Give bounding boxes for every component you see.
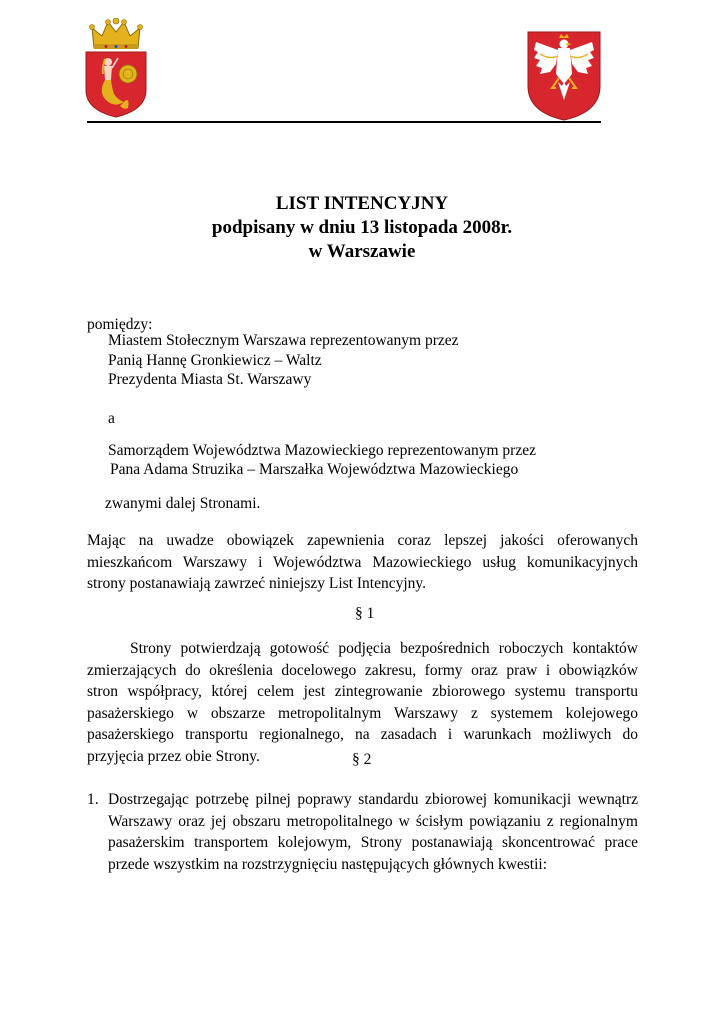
section-2-item-line: przede wszystkim na rozstrzygnięciu następujących głównych kwestii:: [108, 855, 548, 873]
document-subtitle-date: podpisany w dniu 13 listopada 2008r.: [211, 217, 513, 238]
section-2-heading: § 2: [352, 751, 372, 768]
preamble-line: strony postanawiają zawrzeć niniejszy List Intencyjny.: [87, 575, 427, 592]
section-1-line: Strony potwierdzają gotowość podjęcia bezpośrednich roboczych kontaktów: [130, 640, 638, 657]
section-2-item-line: Dostrzegając potrzebę pilnej poprawy standardu zbiorowej komunikacji wewnątrz: [108, 791, 638, 808]
section-2-item-1: [108, 789, 638, 875]
header-divider: [87, 121, 601, 123]
preamble-line: mieszkańcom Warszawy i Województwa Mazowieckiego usług komunikacyjnych: [87, 553, 638, 571]
section-1-paragraph: [87, 638, 638, 767]
parties-intro: pomiędzy:: [87, 316, 153, 333]
warsaw-coat-of-arms-icon: [84, 18, 148, 118]
first-party-role: Prezydenta Miasta St. Warszawy: [108, 371, 312, 388]
document-subtitle-place: w Warszawie: [308, 241, 416, 262]
section-1-heading: § 1: [355, 605, 375, 622]
preamble-paragraph: [87, 530, 638, 595]
section-1-line: stron współpracy, której celem jest zintegrowanie zbiorowego systemu transportu: [87, 683, 638, 700]
section-1-line: pasażerskiego w obszarze metropolitalnym Warszawy z systemem kolejowego: [87, 704, 638, 722]
section-1-line: pasażerskiego transportu regionalnego, na zasadach i warunkach możliwych do: [87, 726, 638, 743]
parties-closing: zwanymi dalej Stronami.: [105, 495, 261, 512]
section-1-line: przyjęcia przez obie Strony.: [87, 747, 260, 765]
document-title: LIST INTENCYJNY: [275, 193, 449, 214]
list-item-number: 1.: [87, 791, 99, 808]
mazovia-coat-of-arms-icon: [526, 30, 602, 122]
preamble-line: Mając na uwadze obowiązek zapewnienia coraz lepszej jakości oferowanych: [87, 532, 638, 549]
section-1-line: zmierzających do określenia docelowego zakresu, formy oraz praw i obowiązków: [87, 661, 638, 679]
section-2-item-line: Warszawy oraz jej obszaru metropolitalnego w ścisłym powiązaniu z regionalnym: [108, 812, 638, 830]
crown-icon: [90, 18, 143, 49]
second-party-line: Samorządem Województwa Mazowieckiego reprezentowanym przez: [108, 442, 536, 459]
first-party-line: Miastem Stołecznym Warszawa reprezentowanym przez: [108, 332, 459, 349]
second-party-representative: Pana Adama Struzika – Marszałka Województwa Mazowieckiego: [110, 461, 519, 478]
parties-conjunction: a: [108, 410, 115, 427]
section-2-item-line: pasażerskim transportem kolejowym, Strony postanawiają skoncentrować prace: [108, 834, 638, 851]
first-party-representative: Panią Hannę Gronkiewicz – Waltz: [108, 352, 322, 369]
